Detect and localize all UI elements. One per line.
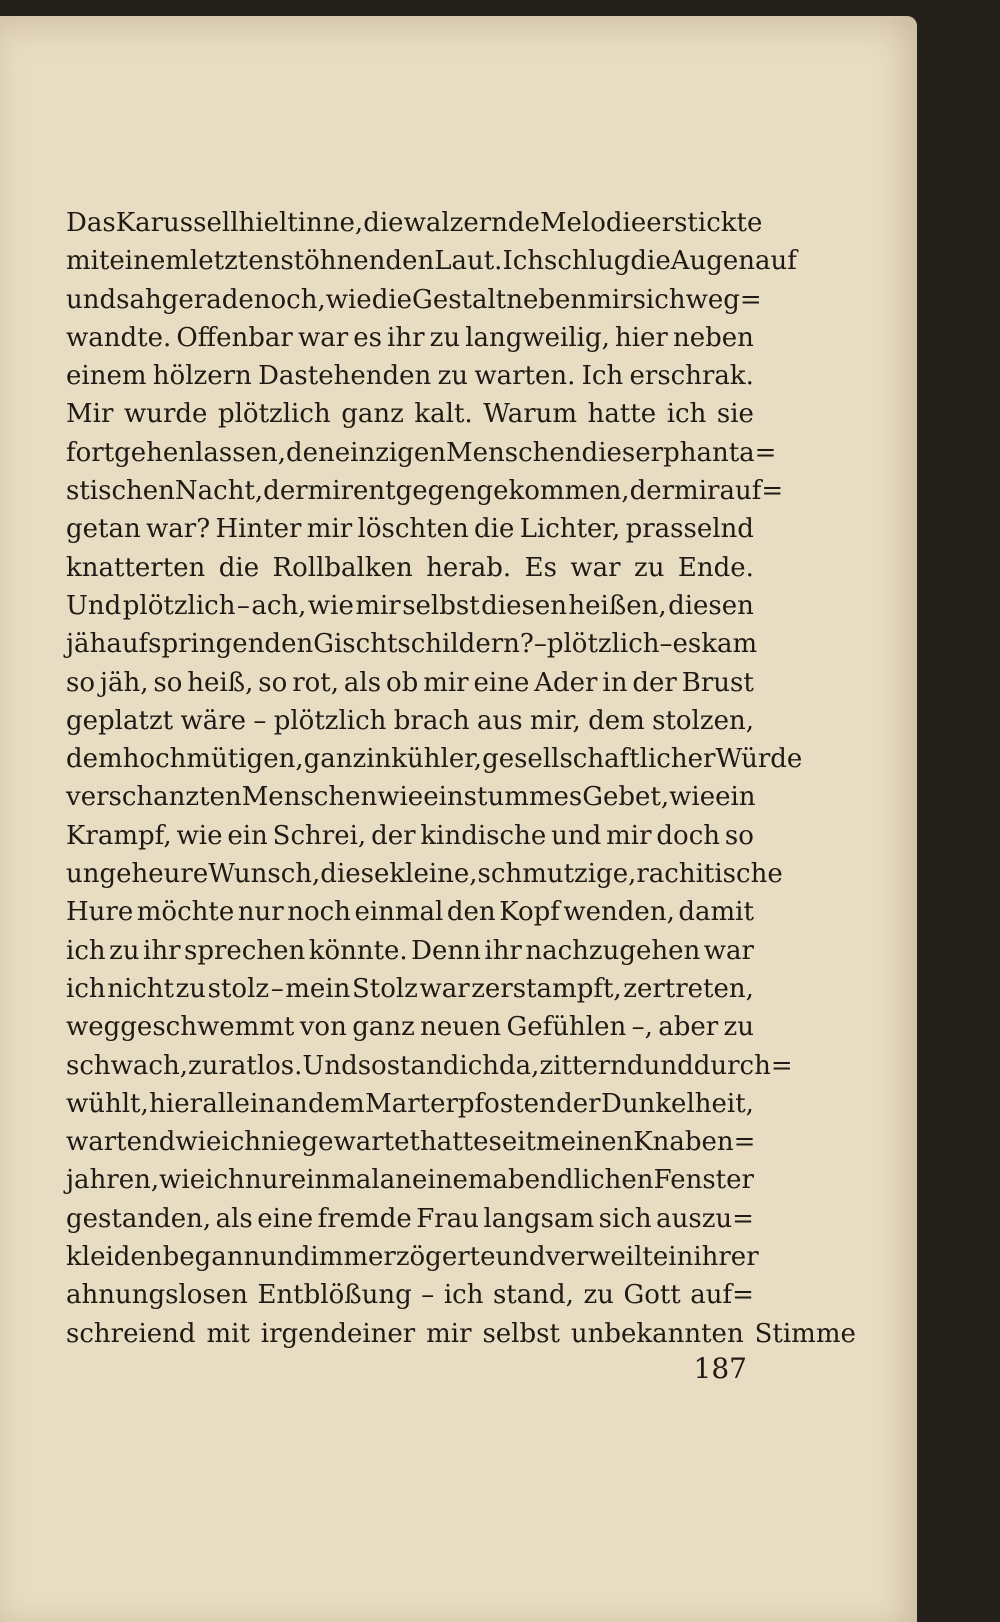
text-word: zu xyxy=(723,1012,754,1043)
text-word: walzernde xyxy=(403,208,540,238)
text-word: wurde xyxy=(123,399,208,430)
text-word: wie xyxy=(175,1127,222,1158)
text-word: – xyxy=(253,705,267,736)
text-word: abendlichen xyxy=(492,1165,654,1196)
text-line xyxy=(66,1008,754,1046)
text-word: einmal xyxy=(354,897,444,928)
text-word: mir xyxy=(355,590,401,621)
text-word: zitternd xyxy=(539,1050,644,1081)
text-word: sprechen xyxy=(183,935,306,966)
text-word: und xyxy=(260,1242,311,1273)
text-word: ganz xyxy=(341,399,404,430)
text-word: zu xyxy=(634,552,665,583)
text-line xyxy=(66,625,758,663)
text-word: Gefühlen xyxy=(506,1012,627,1043)
text-line xyxy=(66,702,754,740)
page-number: 187 xyxy=(693,1352,747,1385)
text-word: Und xyxy=(302,1050,358,1081)
text-word: den xyxy=(285,437,335,468)
text-line xyxy=(66,1047,793,1085)
text-line xyxy=(66,281,762,319)
text-word: Dunkelheit, xyxy=(600,1088,754,1119)
text-word: ich xyxy=(459,1050,500,1081)
text-word: der xyxy=(632,667,677,698)
text-word: gerade xyxy=(161,284,254,315)
text-word: und xyxy=(66,284,117,315)
text-word: Das xyxy=(66,208,116,238)
text-word: mir xyxy=(423,667,469,698)
text-word: warten. xyxy=(474,361,576,392)
text-word: ein xyxy=(715,782,756,813)
text-word: der xyxy=(263,476,308,507)
text-word: nachzugehen xyxy=(525,935,701,966)
text-word: auszu= xyxy=(656,1203,754,1234)
text-word: ungeheure xyxy=(66,859,209,890)
text-word: inne, xyxy=(297,208,364,238)
text-word: Rollbalken xyxy=(272,552,413,583)
text-word: einmal xyxy=(290,1165,380,1196)
text-word: Gott xyxy=(623,1280,681,1311)
text-word: als xyxy=(215,1203,253,1234)
text-line xyxy=(66,357,754,395)
text-word: noch xyxy=(287,897,351,928)
text-word: Knaben= xyxy=(633,1127,756,1158)
text-word: ich xyxy=(666,399,707,430)
text-word: Ader xyxy=(534,667,598,698)
text-line xyxy=(66,664,754,702)
text-word: ahnungslosen xyxy=(66,1280,248,1311)
text-word: und xyxy=(495,1242,546,1273)
text-word: die xyxy=(363,208,404,238)
text-word: stolz xyxy=(207,973,270,1004)
text-line xyxy=(66,970,754,1008)
text-word: Augen xyxy=(670,246,756,277)
text-word: erschrak. xyxy=(629,361,754,392)
text-line xyxy=(66,434,777,472)
text-word: einem xyxy=(412,1165,493,1196)
page-paper xyxy=(0,16,917,1622)
text-word: entgegengekommen, xyxy=(353,476,630,507)
text-word: – xyxy=(659,629,673,660)
text-word: und xyxy=(551,820,602,851)
text-word: gewartet xyxy=(301,1127,420,1158)
text-line xyxy=(66,319,754,357)
text-word: Hure xyxy=(66,897,134,928)
text-word: letzten xyxy=(189,246,281,277)
text-word: Gestalt xyxy=(412,284,507,315)
text-word: stand, xyxy=(492,1280,574,1311)
text-line xyxy=(66,1123,754,1161)
text-word: sich xyxy=(632,284,686,315)
text-word: ich xyxy=(205,1165,245,1196)
text-word: geplatzt xyxy=(66,705,174,736)
text-word: schwach, xyxy=(66,1050,188,1081)
text-line xyxy=(66,549,754,587)
text-word: kleine, xyxy=(389,859,478,890)
text-word: Ende. xyxy=(677,552,754,583)
text-word: noch, xyxy=(253,284,326,315)
text-line xyxy=(66,510,754,548)
text-line xyxy=(66,932,754,970)
text-word: Gebet, xyxy=(582,782,670,813)
text-word: wie xyxy=(325,284,372,315)
text-word: Karussell xyxy=(115,208,239,238)
text-word: Gischt xyxy=(313,629,398,660)
text-word: aber xyxy=(658,1012,719,1043)
text-word: ach, xyxy=(251,590,307,621)
text-word: Ich xyxy=(502,246,545,277)
text-word: Fenster xyxy=(653,1165,754,1196)
text-word: weg= xyxy=(685,284,762,315)
text-word: neben xyxy=(506,284,588,315)
text-word: mit xyxy=(206,1318,250,1349)
text-word: auf xyxy=(755,246,797,277)
text-word: hier xyxy=(149,1088,203,1119)
text-word: so xyxy=(66,667,95,698)
text-word: schlug xyxy=(544,246,631,277)
text-word: selbst xyxy=(482,1318,560,1349)
text-word: durch= xyxy=(693,1050,793,1081)
text-word: war xyxy=(570,552,621,583)
text-word: plötzlich xyxy=(217,399,331,430)
text-word: schildern? xyxy=(397,629,534,660)
text-word: Hinter xyxy=(215,514,302,545)
text-word: hatte xyxy=(419,1127,489,1158)
text-word: Schrei, xyxy=(272,820,367,851)
text-word: kindische xyxy=(420,820,547,851)
text-word: ihr xyxy=(143,935,181,966)
text-word: aus xyxy=(476,705,523,736)
text-word: phanta= xyxy=(663,437,777,468)
text-word: Marterpfosten xyxy=(365,1088,556,1119)
text-word: hier xyxy=(614,322,668,353)
text-word: ich xyxy=(66,935,106,966)
text-word: diesen xyxy=(481,590,567,621)
text-word: mir, xyxy=(529,705,581,736)
text-word: die xyxy=(474,514,515,545)
text-word: mir xyxy=(306,514,353,545)
text-line xyxy=(66,817,754,855)
text-word: ob xyxy=(385,667,419,698)
text-word: Melodie xyxy=(539,208,647,238)
text-word: wartend xyxy=(66,1127,176,1158)
text-word: so xyxy=(153,667,183,698)
text-word: aufspringenden xyxy=(106,629,314,660)
text-word: dieser xyxy=(581,437,664,468)
text-word: ihr xyxy=(484,935,522,966)
text-word: kam xyxy=(701,629,758,660)
text-word: jäh, xyxy=(99,667,149,698)
text-line xyxy=(66,472,784,510)
text-word: rot, xyxy=(292,667,339,698)
text-line xyxy=(66,1276,754,1314)
text-word: schreiend xyxy=(66,1318,196,1349)
text-word: irgendeiner xyxy=(260,1318,416,1349)
text-word: da, xyxy=(499,1050,540,1081)
text-word: zu xyxy=(429,322,461,353)
text-word: war xyxy=(419,973,470,1004)
text-word: ein xyxy=(423,782,464,813)
text-line xyxy=(66,1238,759,1276)
text-word: Frau xyxy=(416,1203,479,1234)
text-line xyxy=(66,855,783,893)
text-line xyxy=(66,893,754,931)
text-line xyxy=(66,778,754,816)
text-word: mir xyxy=(426,1318,472,1349)
text-word: ihr xyxy=(387,322,425,353)
text-word: Offenbar xyxy=(176,322,293,353)
text-word: langsam xyxy=(483,1203,595,1234)
text-word: zertreten, xyxy=(623,973,754,1004)
text-word: mir xyxy=(307,476,354,507)
text-word: plötzlich xyxy=(122,590,236,621)
text-word: selbst xyxy=(402,590,480,621)
text-word: Menschen xyxy=(241,782,378,813)
text-line xyxy=(66,242,797,280)
text-word: von xyxy=(299,1012,347,1043)
text-word: stischen xyxy=(66,476,175,507)
text-word: immer xyxy=(310,1242,396,1273)
text-word: heißen, xyxy=(568,590,667,621)
text-word: Kopf xyxy=(499,897,560,928)
text-word: zögerte xyxy=(395,1242,496,1273)
text-word: der xyxy=(556,1088,601,1119)
text-word: damit xyxy=(678,897,754,928)
text-line xyxy=(66,1085,754,1123)
text-word: einzigen xyxy=(334,437,446,468)
text-word: jahren, xyxy=(66,1165,160,1196)
text-line xyxy=(66,1315,856,1353)
text-word: herab. xyxy=(426,552,512,583)
text-word: Und xyxy=(66,590,122,621)
text-line xyxy=(66,1161,754,1199)
text-word: schmutzige, xyxy=(477,859,637,890)
text-word: der xyxy=(629,476,675,507)
text-word: Lichter, xyxy=(519,514,621,545)
text-word: – xyxy=(270,973,284,1004)
text-word: gesellschaftlicher xyxy=(482,744,716,775)
text-word: Menschen xyxy=(446,437,582,468)
text-word: Stimme xyxy=(754,1318,856,1349)
text-word: die xyxy=(371,284,413,315)
text-word: sich xyxy=(598,1203,652,1234)
text-word: dem xyxy=(588,705,645,736)
text-line xyxy=(66,1200,754,1238)
text-word: Wunsch, xyxy=(208,859,321,890)
text-word: neben xyxy=(672,322,754,353)
text-word: dem xyxy=(308,1088,365,1119)
text-word: so xyxy=(258,667,288,698)
text-word: zu xyxy=(187,1050,219,1081)
text-word: einem xyxy=(109,246,190,277)
text-word: getan xyxy=(66,514,141,545)
text-word: stand xyxy=(386,1050,460,1081)
text-word: – xyxy=(533,629,547,660)
text-word: diese xyxy=(320,859,390,890)
text-word: ich xyxy=(66,973,106,1004)
text-word: begann xyxy=(162,1242,261,1273)
text-word: Es xyxy=(524,552,557,583)
text-word: Krampf, xyxy=(66,820,172,851)
text-word: ich xyxy=(443,1280,484,1311)
text-word: ihrer xyxy=(693,1242,759,1273)
text-word: nur xyxy=(244,1165,291,1196)
text-word: mir xyxy=(606,820,652,851)
text-word: verweilte xyxy=(545,1242,669,1273)
text-word: wie xyxy=(176,820,223,851)
text-word: Nacht, xyxy=(174,476,264,507)
text-word: knatterten xyxy=(66,552,206,583)
body-text xyxy=(66,204,856,1353)
text-word: wie xyxy=(159,1165,206,1196)
text-word: in xyxy=(668,1242,694,1273)
text-word: stummes xyxy=(463,782,583,813)
text-word: rachitische xyxy=(636,859,783,890)
text-word: wie xyxy=(669,782,716,813)
text-word: an xyxy=(275,1088,308,1119)
text-word: hochmütigen, xyxy=(122,744,304,775)
text-word: fortgehen xyxy=(66,437,196,468)
text-word: ein xyxy=(227,820,268,851)
text-word: Entblößung xyxy=(257,1280,412,1311)
text-word: – xyxy=(236,590,250,621)
text-word: Denn xyxy=(411,935,481,966)
text-word: langweilig, xyxy=(465,322,610,353)
text-word: hielt xyxy=(238,208,298,238)
text-word: wie xyxy=(307,590,354,621)
text-word: den xyxy=(446,897,496,928)
text-word: ratlos. xyxy=(218,1050,303,1081)
text-word: Stolz xyxy=(351,973,418,1004)
text-word: die xyxy=(218,552,260,583)
text-word: plötzlich xyxy=(273,705,387,736)
text-word: möchte xyxy=(136,897,235,928)
text-word: neuen xyxy=(420,1012,502,1043)
text-word: zu xyxy=(437,361,469,392)
text-word: Warum xyxy=(483,399,578,430)
text-word: Brust xyxy=(681,667,754,698)
text-word: – xyxy=(421,1280,435,1311)
text-word: meinen xyxy=(536,1127,634,1158)
text-word: war xyxy=(703,935,754,966)
text-word: mein xyxy=(285,973,351,1004)
text-word: die xyxy=(630,246,671,277)
text-word: kühler, xyxy=(391,744,483,775)
text-word: kleiden xyxy=(66,1242,163,1273)
text-word: eine xyxy=(473,667,530,698)
text-word: einem xyxy=(66,361,147,392)
text-word: wühlt, xyxy=(66,1088,149,1119)
text-word: zerstampft, xyxy=(471,973,622,1004)
text-word: doch xyxy=(656,820,720,851)
text-word: nie xyxy=(261,1127,302,1158)
text-word: ich xyxy=(221,1127,262,1158)
text-word: es xyxy=(672,629,702,660)
text-word: nur xyxy=(237,897,284,928)
text-word: weggeschwemmt xyxy=(66,1012,295,1043)
text-word: in xyxy=(602,667,628,698)
text-word: war xyxy=(297,322,349,353)
text-word: mir xyxy=(674,476,720,507)
text-word: wie xyxy=(377,782,424,813)
text-word: brach xyxy=(393,705,470,736)
text-word: eine xyxy=(257,1203,314,1234)
text-word: wenden, xyxy=(563,897,675,928)
text-word: an xyxy=(379,1165,412,1196)
text-line xyxy=(66,587,754,625)
text-word: so xyxy=(357,1050,387,1081)
text-word: Ich xyxy=(581,361,624,392)
text-word: der xyxy=(371,820,416,851)
text-word: prasselnd xyxy=(625,514,754,545)
text-word: löschten xyxy=(357,514,469,545)
text-word: zu xyxy=(109,935,140,966)
text-word: war? xyxy=(146,514,211,545)
text-word: plötzlich xyxy=(546,629,660,660)
text-line xyxy=(66,204,763,242)
text-word: sie xyxy=(716,399,754,430)
text-word: hölzern xyxy=(152,361,252,392)
text-word: so xyxy=(724,820,754,851)
text-word: ganz xyxy=(352,1012,415,1043)
text-word: erstickte xyxy=(646,208,763,238)
text-word: ganz xyxy=(303,744,367,775)
text-word: Mir xyxy=(66,399,114,430)
text-word: wäre xyxy=(180,705,247,736)
text-word: Laut. xyxy=(434,246,503,277)
text-word: verschanzten xyxy=(66,782,242,813)
text-word: unbekannten xyxy=(570,1318,744,1349)
text-word: zu xyxy=(583,1280,614,1311)
text-word: gestanden, xyxy=(66,1203,212,1234)
text-word: allein xyxy=(202,1088,276,1119)
text-word: seit xyxy=(488,1127,536,1158)
text-line xyxy=(66,395,754,433)
text-word: auf= xyxy=(690,1280,754,1311)
text-word: kalt. xyxy=(414,399,473,430)
text-word: zu xyxy=(175,973,207,1004)
text-word: stöhnenden xyxy=(280,246,435,277)
text-word: lassen, xyxy=(195,437,286,468)
text-word: und xyxy=(643,1050,694,1081)
text-word: könnte. xyxy=(308,935,408,966)
text-line xyxy=(66,740,803,778)
text-word: Würde xyxy=(715,744,803,775)
text-word: nicht xyxy=(107,973,175,1004)
text-word: heiß, xyxy=(187,667,254,698)
text-word: fremde xyxy=(317,1203,412,1234)
text-word: als xyxy=(343,667,382,698)
text-word: –, xyxy=(631,1012,653,1043)
text-word: stolzen, xyxy=(652,705,754,736)
text-word: diesen xyxy=(668,590,754,621)
text-word: hatte xyxy=(587,399,657,430)
text-word: dem xyxy=(66,744,123,775)
text-word: Dastehenden xyxy=(258,361,432,392)
text-word: mir xyxy=(587,284,633,315)
text-word: wandte. xyxy=(66,322,172,353)
text-word: es xyxy=(353,322,382,353)
text-word: sah xyxy=(116,284,162,315)
text-word: mit xyxy=(66,246,110,277)
text-word: in xyxy=(366,744,392,775)
text-word: auf= xyxy=(719,476,784,507)
text-word: jäh xyxy=(66,629,107,660)
